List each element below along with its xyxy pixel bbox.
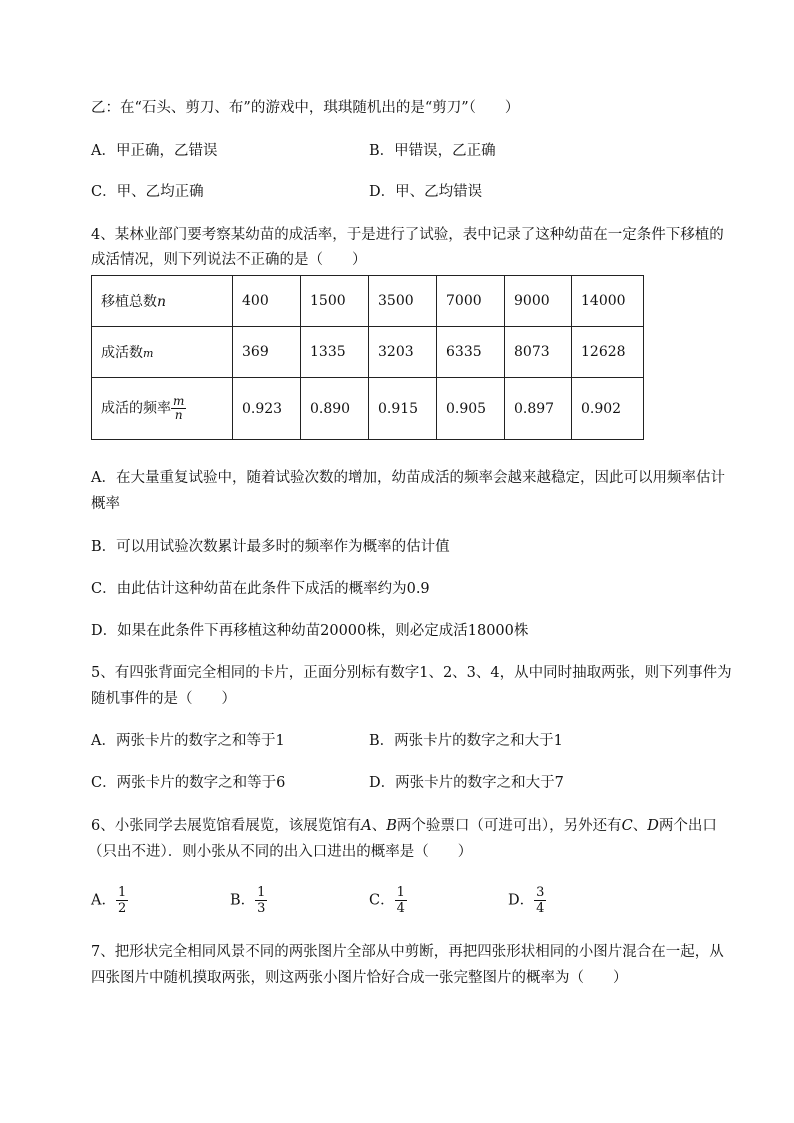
option-letter: C．	[91, 775, 117, 791]
table-cell: 7000	[437, 276, 505, 327]
table-cell: 0.897	[505, 378, 572, 440]
q4-option-a-line2[interactable]: 概率	[91, 496, 120, 512]
table-cell: 0.890	[301, 378, 369, 440]
q7-stem-line1: 7、把形状完全相同风景不同的两张图片全部从中剪断，再把四张形状相同的小图片混合在一起，从	[91, 944, 724, 960]
table-cell: 1500	[301, 276, 369, 327]
table-cell: 14000	[572, 276, 644, 327]
fraction-m-over-n: $\frac{m}{n}$	[173, 394, 185, 422]
table-cell: 1335	[301, 327, 369, 378]
option-letter: C．	[369, 892, 395, 909]
q7-stem-line2: 四张图片中随机摸取两张，则这两张小图片恰好合成一张完整图片的概率为（ ）	[91, 970, 628, 986]
q5-stem-line1: 5、有四张背面完全相同的卡片，正面分别标有数字1、2、3、4，从中同时抽取两张，则下列事件为	[91, 665, 732, 681]
table-row-total	[92, 276, 644, 327]
option-letter: B．	[369, 143, 395, 159]
table-cell: 0.915	[369, 378, 437, 440]
q3-option-c[interactable]	[91, 182, 204, 202]
q4-option-a-line1[interactable]: A．在大量重复试验中，随着试验次数的增加，幼苗成活的频率会越来越稳定，因此可以用频率估计	[91, 470, 725, 486]
option-letter: A．	[91, 733, 116, 749]
option-letter: D．	[508, 892, 535, 909]
q6-option-d[interactable]	[508, 885, 546, 916]
row-label: 成活数m	[92, 327, 233, 378]
table-row-survived	[92, 327, 644, 378]
row-label: 移植总数n	[92, 276, 233, 327]
q5-option-a[interactable]	[91, 731, 285, 751]
q3-option-b[interactable]	[369, 141, 496, 161]
q4-option-b[interactable]: B．可以用试验次数累计最多时的频率作为概率的估计值	[91, 539, 450, 555]
option-text: 两张卡片的数字之和大于7	[395, 775, 564, 791]
option-letter: C．	[91, 184, 117, 200]
row-label: 成活的频率 $\frac{m}{n}$	[92, 378, 233, 440]
q4-stem-line1: 4、某林业部门要考察某幼苗的成活率，于是进行了试验，表中记录了这种幼苗在一定条件下移植的	[91, 227, 724, 243]
option-letter: A．	[91, 143, 116, 159]
option-letter: A．	[91, 892, 116, 909]
table-cell: 8073	[505, 327, 572, 378]
option-letter: D．	[369, 184, 396, 200]
option-text: 甲、乙均错误	[395, 184, 483, 200]
q4-data-table	[91, 275, 644, 440]
table-cell: 3203	[369, 327, 437, 378]
option-fraction: $\frac{1}{2}$	[117, 885, 127, 916]
q6-option-b[interactable]	[230, 885, 267, 916]
option-text: 两张卡片的数字之和等于6	[116, 775, 286, 791]
option-fraction: $\frac{1}{3}$	[257, 885, 266, 916]
option-letter: D．	[369, 775, 396, 791]
table-cell: 0.902	[572, 378, 644, 440]
q5-stem-line2: 随机事件的是（ ）	[91, 691, 236, 707]
q6-option-a[interactable]	[91, 885, 128, 916]
q4-option-d[interactable]: D．如果在此条件下再移植这种幼苗20000株，则必定成活18000株	[91, 623, 529, 639]
q3-statement-b: 乙：在“石头、剪刀、布”的游戏中，琪琪随机出的是“剪刀”（ ）	[91, 100, 520, 116]
option-text: 两张卡片的数字之和大于1	[394, 733, 563, 749]
option-text: 甲错误，乙正确	[394, 143, 496, 159]
q5-option-b[interactable]	[369, 731, 563, 751]
q6-option-c[interactable]	[369, 885, 407, 916]
option-letter: B．	[230, 892, 256, 909]
option-letter: B．	[369, 733, 395, 749]
q6-stem-line2: （只出不进）．则小张从不同的出入口进出的概率是（ ）	[88, 844, 473, 860]
table-cell: 9000	[505, 276, 572, 327]
q4-option-c[interactable]: C．由此估计这种幼苗在此条件下成活的概率约为0.9	[91, 581, 430, 597]
q6-stem-line1: 6、小张同学去展览馆看展览，该展览馆有A、B两个验票口（可进可出），另外还有C、D两个出口	[91, 818, 717, 834]
option-text: 甲正确，乙错误	[115, 143, 218, 159]
option-fraction: $\frac{1}{4}$	[396, 885, 405, 916]
table-row-frequency	[92, 378, 644, 440]
table-cell: 369	[233, 327, 301, 378]
table-cell: 0.905	[437, 378, 505, 440]
option-text: 甲、乙均正确	[116, 184, 204, 200]
option-fraction: $\frac{3}{4}$	[536, 885, 545, 916]
q3-option-d[interactable]	[369, 182, 482, 202]
q3-option-a[interactable]	[91, 141, 217, 161]
option-text: 两张卡片的数字之和等于1	[115, 733, 285, 749]
table-cell: 400	[233, 276, 301, 327]
table-cell: 0.923	[233, 378, 301, 440]
table-cell: 3500	[369, 276, 437, 327]
table-cell: 6335	[437, 327, 505, 378]
q5-option-d[interactable]	[369, 773, 564, 793]
table-cell: 12628	[572, 327, 644, 378]
q5-option-c[interactable]	[91, 773, 285, 793]
q4-stem-line2: 成活情况，则下列说法不正确的是（ ）	[91, 252, 367, 268]
